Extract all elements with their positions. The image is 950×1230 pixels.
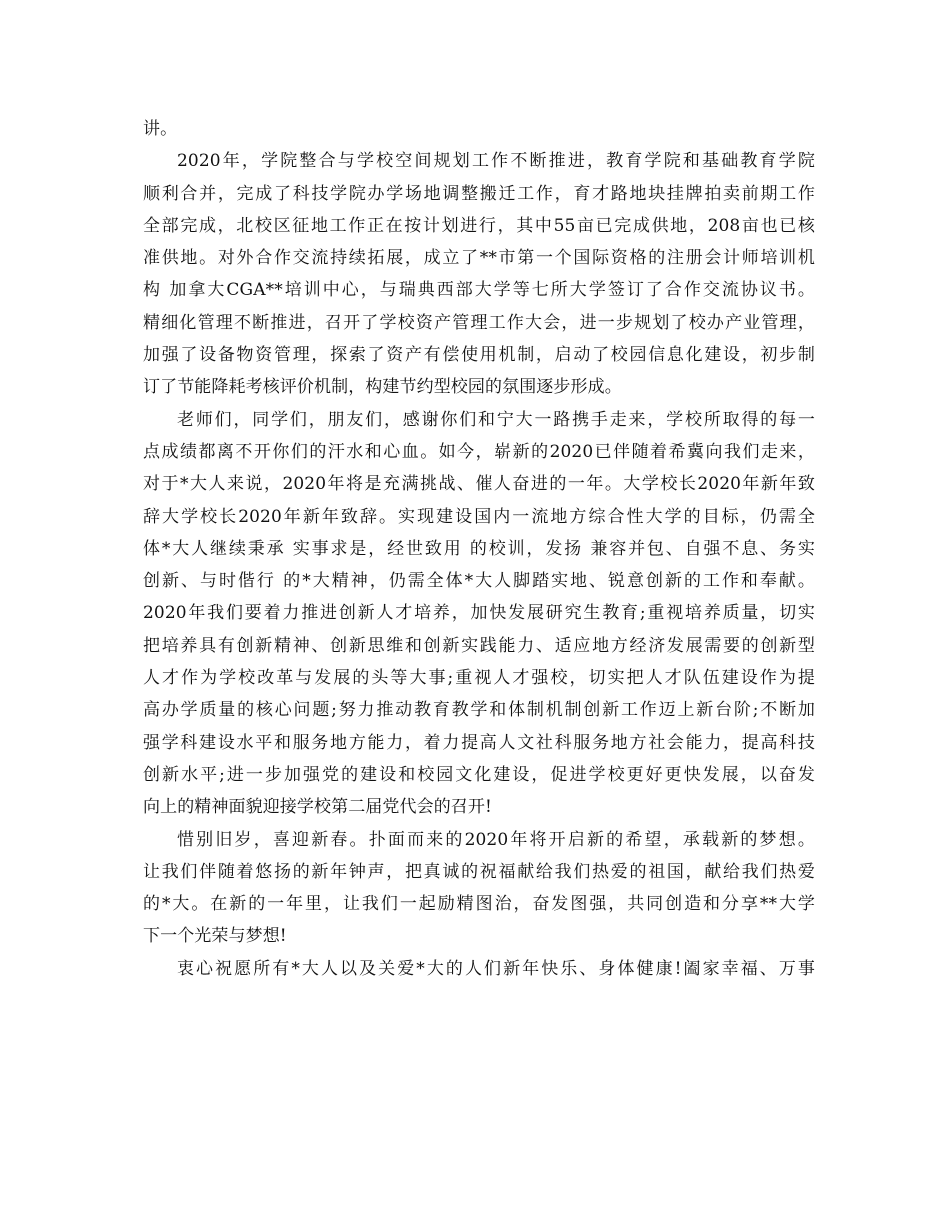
text-line: 对于*大人来说，2020年将是充满挑战、催人奋进的一年。大学校长2020年新年致: [143, 474, 815, 495]
body-text: [143, 113, 815, 985]
text-line: 人才作为学校改革与发展的头等大事;重视人才强校，切实把人才队伍建设作为提: [143, 668, 815, 689]
text-line: 高办学质量的核心问题;努力推动教育教学和体制机制创新工作迈上新台阶;不断加: [143, 700, 815, 721]
text-line: 顺利合并，完成了科技学院办学场地调整搬迁工作，育才路地块挂牌拍卖前期工作: [143, 183, 815, 204]
text-line: 把培养具有创新精神、创新思维和创新实践能力、适应地方经济发展需要的创新型: [143, 635, 815, 656]
text-line: 衷心祝愿所有*大人以及关爱*大的人们新年快乐、身体健康!阖家幸福、万事: [177, 958, 815, 979]
text-line: 全部完成，北校区征地工作正在按计划进行，其中55亩已完成供地，208亩也已核: [143, 215, 815, 236]
text-line: 订了节能降耗考核评价机制，构建节约型校园的氛围逐步形成。: [143, 377, 622, 398]
text-line: 创新、与时偕行 的*大精神，仍需全体*大人脚踏实地、锐意创新的工作和奉献。: [143, 571, 815, 592]
text-line: 下一个光荣与梦想!: [143, 926, 287, 947]
text-line: 构 加拿大CGA**培训中心，与瑞典西部大学等七所大学签订了合作交流协议书。: [143, 280, 815, 301]
text-line: 惜别旧岁，喜迎新春。扑面而来的2020年将开启新的希望，承载新的梦想。: [177, 829, 815, 850]
text-line: 准供地。对外合作交流持续拓展，成立了**市第一个国际资格的注册会计师培训机: [143, 248, 815, 269]
text-line: 老师们，同学们，朋友们，感谢你们和宁大一路携手走来，学校所取得的每一: [177, 409, 815, 430]
text-line: 加强了设备物资管理，探索了资产有偿使用机制，启动了校园信息化建设，初步制: [143, 345, 815, 366]
text-line: 辞大学校长2020年新年致辞。实现建设国内一流地方综合性大学的目标，仍需全: [143, 506, 815, 527]
text-line: 体*大人继续秉承 实事求是，经世致用 的校训，发扬 兼容并包、自强不息、务实: [143, 538, 815, 559]
text-line: 2020年我们要着力推进创新人才培养，加快发展研究生教育;重视培养质量，切实: [143, 603, 815, 624]
text-line: 创新水平;进一步加强党的建设和校园文化建设，促进学校更好更快发展，以奋发: [143, 764, 815, 785]
text-line: 强学科建设水平和服务地方能力，着力提高人文社科服务地方社会能力，提高科技: [143, 732, 815, 753]
text-line: 向上的精神面貌迎接学校第二届党代会的召开!: [143, 797, 492, 818]
text-line: 2020年，学院整合与学校空间规划工作不断推进，教育学院和基础教育学院: [177, 151, 815, 172]
text-line: 的*大。在新的一年里，让我们一起励精图治，奋发图强，共同创造和分享**大学: [143, 894, 815, 915]
text-line: 精细化管理不断推进，召开了学校资产管理工作大会，进一步规划了校办产业管理，: [143, 312, 815, 333]
text-line: 点成绩都离不开你们的汗水和心血。如今，崭新的2020已伴随着希冀向我们走来，: [143, 441, 815, 462]
text-line: 讲。: [143, 119, 178, 139]
text-line: 让我们伴随着悠扬的新年钟声，把真诚的祝福献给我们热爱的祖国，献给我们热爱: [143, 861, 815, 882]
